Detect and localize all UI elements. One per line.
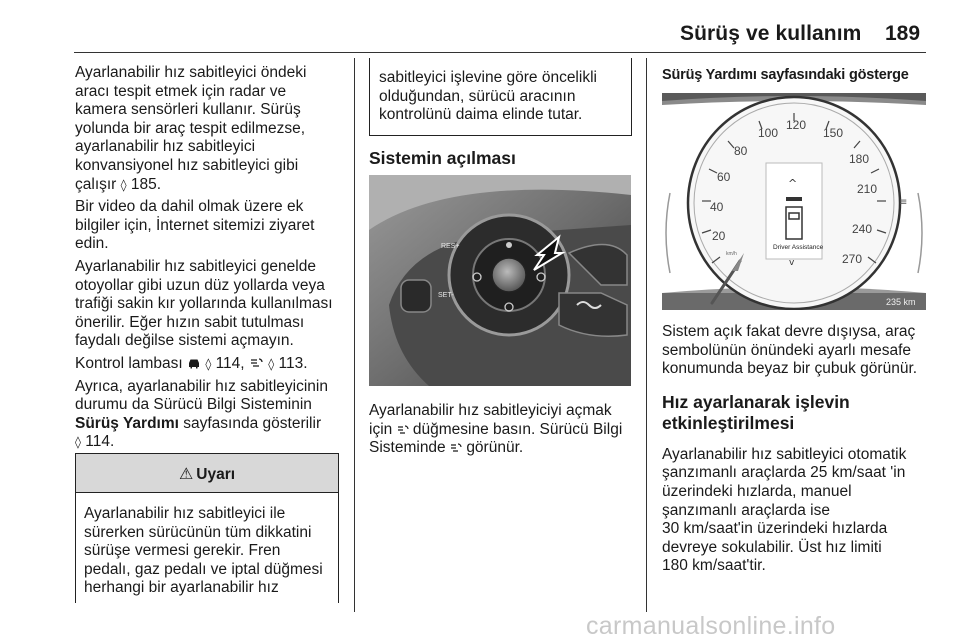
- warning-box: [75, 453, 339, 603]
- driver-assistance-label: Driver Assistance: [773, 244, 824, 251]
- paragraph-status: Ayrıca, ayarlanabilir hız sabitleyicinin durumu da Sürücü Bilgi Sisteminin Sürüş Yardımı sayfasında gösterilir ◊ 114.: [75, 377, 328, 451]
- column-divider: [646, 58, 647, 612]
- gauge-tick-label: 210: [857, 182, 878, 196]
- gauge-tick-label: 100: [758, 126, 779, 140]
- res-label: RES+: [441, 243, 460, 250]
- warning-continuation-box: sabitleyici işlevine göre öncelikli olduğundan, sürücü aracının kontrolünü daima elinde tutar.: [369, 58, 632, 136]
- section-heading: Hız ayarlanarak işlevin etkinleştirilmesi: [662, 391, 850, 433]
- section-heading: Sistemin açılması: [369, 148, 516, 168]
- column-3: [662, 66, 930, 85]
- watermark: carmanualsonline.info: [586, 612, 836, 640]
- instrument-cluster-image: [662, 93, 926, 310]
- paragraph-video: Bir video da dahil olmak üzere ek bilgiler için, İnternet sitemizi ziyaret edin.: [75, 198, 315, 253]
- column-3-text: [662, 323, 930, 580]
- header-title: Sürüş ve kullanım: [680, 22, 862, 45]
- page-ref-icon: ◊: [268, 356, 275, 371]
- warning-body: Ayarlanabilir hız sabitleyici ile sürerken sürücünün tüm dikkatini sürüşe vermesi gerekir. Fren pedalı, gaz pedalı ve iptal düğmesi herhangi bir ayarlanabilir hız: [84, 505, 323, 597]
- warning-title: Uyarı: [196, 466, 236, 483]
- cruise-control-icon: [450, 442, 462, 453]
- page-ref-link[interactable]: 113.: [278, 354, 308, 372]
- chevron-down-icon: v: [789, 258, 795, 268]
- gauge-unit-label: km/h: [726, 251, 737, 257]
- car-icon: [187, 358, 201, 369]
- steering-wheel-controls-image: [369, 175, 631, 386]
- column-2: [369, 148, 631, 169]
- gauge-tick-label: 270: [842, 252, 863, 266]
- header-rule: [74, 52, 926, 53]
- page-ref-icon: ◊: [75, 435, 81, 450]
- gauge-tick-label: 240: [852, 222, 873, 236]
- gauge-tick-label: 150: [823, 126, 844, 140]
- gauge-tick-label: 120: [786, 118, 807, 132]
- gauge-tick-label: 40: [710, 200, 724, 214]
- paragraph-radar: Ayarlanabilir hız sabitleyici öndeki aracı tespit etmek için radar ve kamera sensörleri kullanır. Sürüş yolunda bir araç tespit edilmezse, ayarlanabilir hız sabitleyici konvansiyonel hız sabitleyici gibi çalışır ◊ 185.: [75, 64, 307, 193]
- gauge-tick-label: 60: [717, 170, 731, 184]
- set-label: SET-: [438, 292, 454, 299]
- distance-bar-icon: [786, 197, 802, 201]
- gauge-tick-label: 20: [712, 229, 726, 243]
- gauge-tick-label: 180: [849, 152, 870, 166]
- page-ref-link[interactable]: 185.: [130, 175, 162, 193]
- cruise-control-icon: [397, 424, 409, 435]
- cruise-control-icon: [249, 357, 264, 369]
- page-ref-link[interactable]: 114.: [85, 433, 115, 451]
- warning-header: [76, 454, 338, 493]
- wheel-caption: Ayarlanabilir hız sabitleyiciyi açmak için düğmesine basın. Sürücü Bilgi Sisteminde görünür.: [369, 402, 623, 457]
- odometer: 235 km: [886, 297, 916, 307]
- column-1: [75, 64, 347, 456]
- column-divider: [354, 58, 355, 612]
- paragraph-activation: Ayarlanabilir hız sabitleyici otomatik şanzımanlı araçlarda 25 km/saat 'in üzerindeki hızlarda, manuel şanzımanlı araçlarda ise 30 km/saat'in üzerindeki hızlarda devreye sokulabilir. Üst hız limiti 180 km/saat'tir.: [662, 445, 907, 575]
- page-ref-icon: ◊: [205, 356, 212, 371]
- paragraph-control-lamp: Kontrol lambası ◊ 114, ◊ 113.: [75, 354, 308, 372]
- paragraph-display: Sistem açık fakat devre dışıysa, araç sembolünün önündeki ayarlı mesafe konumunda beyaz bir çubuk görünür.: [662, 323, 918, 378]
- cruise-indicator-icon: ≡: [899, 197, 908, 208]
- page-number: 189: [885, 22, 921, 45]
- chevron-up-icon: ^: [788, 177, 798, 190]
- paragraph-usage: Ayarlanabilir hız sabitleyici genelde otoyollar gibi uzun düz yollarda veya trafiği sakin kır yollarında kullanılması önerilir. Eğer hızın sabit tutulması faydalı değilse sistemi açmayın.: [75, 257, 333, 350]
- page-ref-icon: ◊: [120, 177, 127, 192]
- gauge-tick-label: 80: [734, 144, 748, 158]
- figure-heading: Sürüş Yardımı sayfasındaki gösterge: [662, 67, 909, 83]
- page-ref-link[interactable]: 114,: [215, 354, 245, 372]
- warning-triangle-icon: ⚠: [178, 464, 194, 483]
